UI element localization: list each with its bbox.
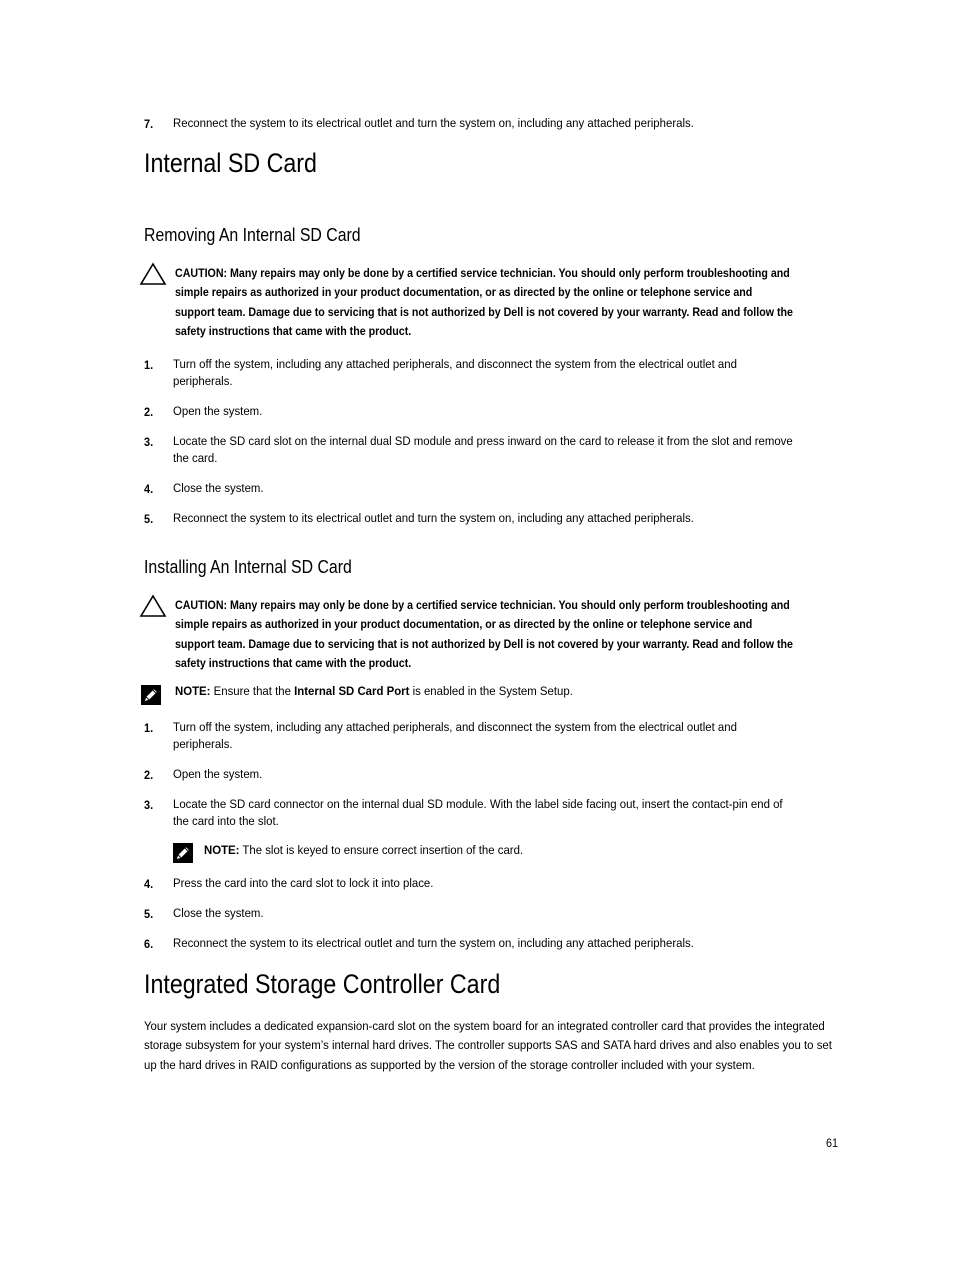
note-body: The slot is keyed to ensure correct insertion of the card. <box>239 843 524 857</box>
note-emphasis: Internal SD Card Port <box>294 684 410 698</box>
step-text: Open the system. <box>173 767 263 781</box>
step-text: Reconnect the system to its electrical outlet and turn the system on, including any attached peripherals. <box>173 936 694 950</box>
caution-text: CAUTION: Many repairs may only be done by a certified service technician. You should only perform troubleshooting and simple repairs as authorized in your product documentation, or as directed by the online or telephone service and support team. Damage due to servicing that is not authorized by Dell is not covered by your warranty. Read and follow the safety instructions that came with the product. <box>175 266 793 338</box>
section-title-integrated-storage-controller-card: Integrated Storage Controller Card <box>144 969 501 999</box>
step-number: 2. <box>144 405 154 419</box>
caution-triangle-icon <box>139 262 167 286</box>
step-number: 1. <box>144 358 154 372</box>
step-text: Reconnect the system to its electrical outlet and turn the system on, including any attached peripherals. <box>173 511 694 525</box>
note-after: is enabled in the System Setup. <box>409 684 573 698</box>
step-text: Turn off the system, including any attached peripherals, and disconnect the system from the electrical outlet and peripherals. <box>173 720 737 752</box>
step-text: Open the system. <box>173 404 263 418</box>
note-text <box>175 683 573 700</box>
step-number: 5. <box>144 907 154 921</box>
step-text: Close the system. <box>173 481 264 495</box>
section-title-internal-sd-card: Internal SD Card <box>144 148 317 178</box>
step-number: 5. <box>144 512 154 526</box>
step-number: 3. <box>144 435 154 449</box>
page-number: 61 <box>826 1136 839 1150</box>
step-text: Reconnect the system to its electrical outlet and turn the system on, including any attached peripherals. <box>173 116 694 130</box>
step-number: 7. <box>144 117 154 131</box>
step-number: 1. <box>144 721 154 735</box>
caution-text: CAUTION: Many repairs may only be done by a certified service technician. You should only perform troubleshooting and simple repairs as authorized in your product documentation, or as directed by the online or telephone service and support team. Damage due to servicing that is not authorized by Dell is not covered by your warranty. Read and follow the safety instructions that came with the product. <box>175 598 793 670</box>
step-note-text <box>204 842 523 859</box>
step-number: 4. <box>144 482 154 496</box>
subsection-title-removing: Removing An Internal SD Card <box>144 225 361 245</box>
step-text: Locate the SD card connector on the internal dual SD module. With the label side facing out, insert the contact-pin end of the card into the slot. <box>173 797 783 829</box>
note-before: Ensure that the <box>210 684 295 698</box>
caution-triangle-icon <box>139 594 167 618</box>
note-pencil-icon <box>173 843 193 863</box>
step-number: 4. <box>144 877 154 891</box>
step-text: Turn off the system, including any attached peripherals, and disconnect the system from the electrical outlet and peripherals. <box>173 357 737 389</box>
step-number: 3. <box>144 798 154 812</box>
note-label: NOTE: <box>175 684 211 698</box>
note-pencil-icon <box>141 685 161 705</box>
step-number: 2. <box>144 768 154 782</box>
note-label: NOTE: <box>204 843 240 857</box>
subsection-title-installing: Installing An Internal SD Card <box>144 557 352 577</box>
step-text: Press the card into the card slot to lock it into place. <box>173 876 434 890</box>
section-paragraph: Your system includes a dedicated expansion-card slot on the system board for an integrated controller card that provides the integrated storage subsystem for your system’s internal hard drives. The controller supports SAS and SATA hard drives and also enables you to set up the hard drives in RAID configurations as supported by the version of the storage controller included with your system. <box>144 1019 832 1072</box>
step-number: 6. <box>144 937 154 951</box>
step-text: Locate the SD card slot on the internal dual SD module and press inward on the card to release it from the slot and remove the card. <box>173 434 793 466</box>
step-text: Close the system. <box>173 906 264 920</box>
